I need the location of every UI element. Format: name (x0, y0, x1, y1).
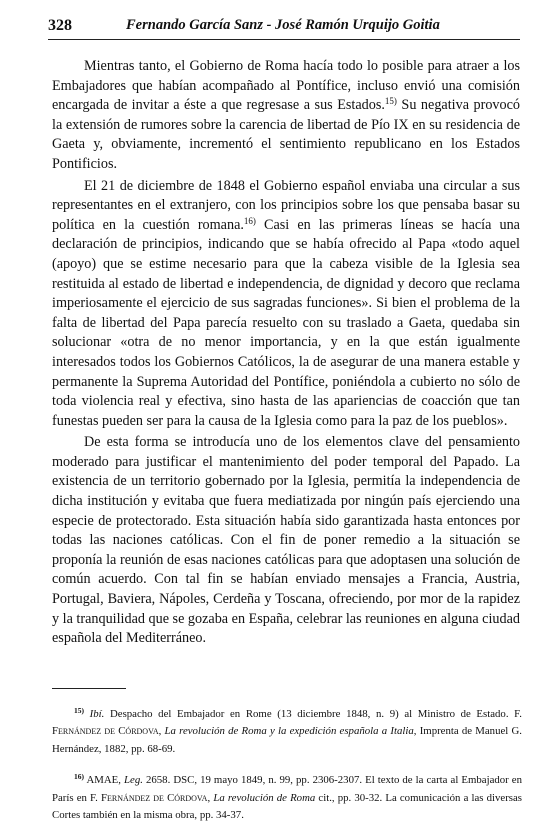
paragraph-2-text-a: El 21 de diciembre de 1848 el Gobierno español enviaba una circular a sus representantes en el extranjero, con los principios sobre los que pensaba basar su política en la cuestión romana. (52, 177, 520, 233)
footnote-15-author: Fernández de Córdova (52, 725, 159, 738)
paragraph-1 (52, 57, 520, 175)
footnote-15 (52, 706, 522, 758)
page-number: 328 (48, 17, 72, 34)
footnote-15-text-2: , (158, 725, 165, 738)
footnotes (52, 706, 522, 824)
footnote-ref-15: 15) (384, 96, 397, 107)
footnote-16-author: Fernández de Córdova (101, 791, 208, 804)
paragraph-1-text-b: Su negativa provocó la extensión de rumores sobre la carencia de libertad de Pío IX en su residencia de Gaeta y, obviamente, incrementó el sentimiento republicano en los Estados Pontificios. (52, 97, 521, 172)
paragraph-3-text: De esta forma se introducía uno de los elementos clave del pensamiento moderado para justificar el mantenimiento del poder temporal del Papado. La existencia de un territorio gobernado por la Iglesia, permitía la independencia de dicha institución y evitaba que fuera mediatizada por ningún país ejerciendo una especie de protectorado. Esta situación había sido garantizada hasta entonces por todas las naciones católicas. Con el fin de poner remedio a la situación se proponía la reunión de esas naciones católicas para que adoptasen una solución de común acuerdo. Con tal fin se habían enviado mensajes a Francia, Austria, Portugal, Baviera, Nápoles, Cerdeña y Toscana, ofreciendo, por mor de la rapidez y la tranquilidad que se gozaba en España, celebrar las reuniones en alguna ciudad española del Mediterráneo. (52, 434, 520, 647)
body-text (52, 57, 520, 649)
footnote-16-text-2: 2658. DSC, 19 mayo 1849, n. 99, pp. 2306-2307. El texto de la carta al Embajador en París en F. (52, 774, 522, 804)
footnote-16-leg: Leg. (124, 774, 143, 787)
footnote-16-text-4: cit., pp. 30-32. La comunicación a las diversas Cortes también en la misma obra, pp. 34-37. (52, 791, 523, 822)
footnote-15-title: La revolución de Roma y la expedición española a Italia (164, 725, 414, 738)
paragraph-2 (52, 177, 520, 432)
footnote-16 (52, 772, 522, 824)
footnote-16-text-1: AMAE, (84, 774, 125, 787)
paragraph-2-text-b: Casi en las primeras líneas se hacía una declaración de principios, indicando que se había ofrecido al Papa «todo aquel (apoyo) que se estime necesario para que la cabeza visible de la Iglesia sea restituida al estado de libertad e independencia, de dignidad y decoro que reclama imperiosamente el ejercicio de sus sagradas funciones». Si bien el problema de la falta de libertad del Papa parecía resuelto con su traslado a Gaeta, quedaba sin solucionar «otra de no menor importancia, y en la que están igualmente interesados todos los Gobiernos Católicos, la de asegurar de una manera estable y permanente la Suprema Autoridad del Pontífice, poniéndola a cubierto no sólo de toda violencia real y efectiva, sino hasta de las apariencias de coacción que tan funestas pueden ser para la causa de la Iglesia como para la paz de los pueblos». (52, 216, 520, 429)
footnote-16-mark: 16) (74, 772, 84, 782)
footnote-15-mark: 15) (74, 706, 84, 715)
footnote-ref-16: 16) (243, 215, 256, 226)
running-head: Fernando García Sanz - José Ramón Urquijo Goitia (126, 17, 440, 33)
paragraph-3 (52, 433, 520, 649)
footnote-16-text-3: , (207, 791, 214, 804)
paragraph-1-text-a: Mientras tanto, el Gobierno de Roma hacía todo lo posible para atraer a los Embajadores que habían acompañado al Pontífice, incluso envió una comisión encargada de invitar a éste a que regresase a sus Estados. (52, 58, 520, 114)
footnote-15-ibid: Ibí. (89, 708, 105, 720)
footnote-16-title: La revolución de Roma (213, 791, 316, 804)
footnote-15-text-3: , Imprenta de Manuel G. Hernández, 1882, pp. 68-69. (52, 725, 522, 755)
footnote-separator (52, 688, 126, 689)
footnote-15-text-1: Despacho del Embajador en Rome (13 diciembre 1848, n. 9) al Ministro de Estado. F. (104, 708, 522, 720)
page-header (48, 17, 520, 40)
